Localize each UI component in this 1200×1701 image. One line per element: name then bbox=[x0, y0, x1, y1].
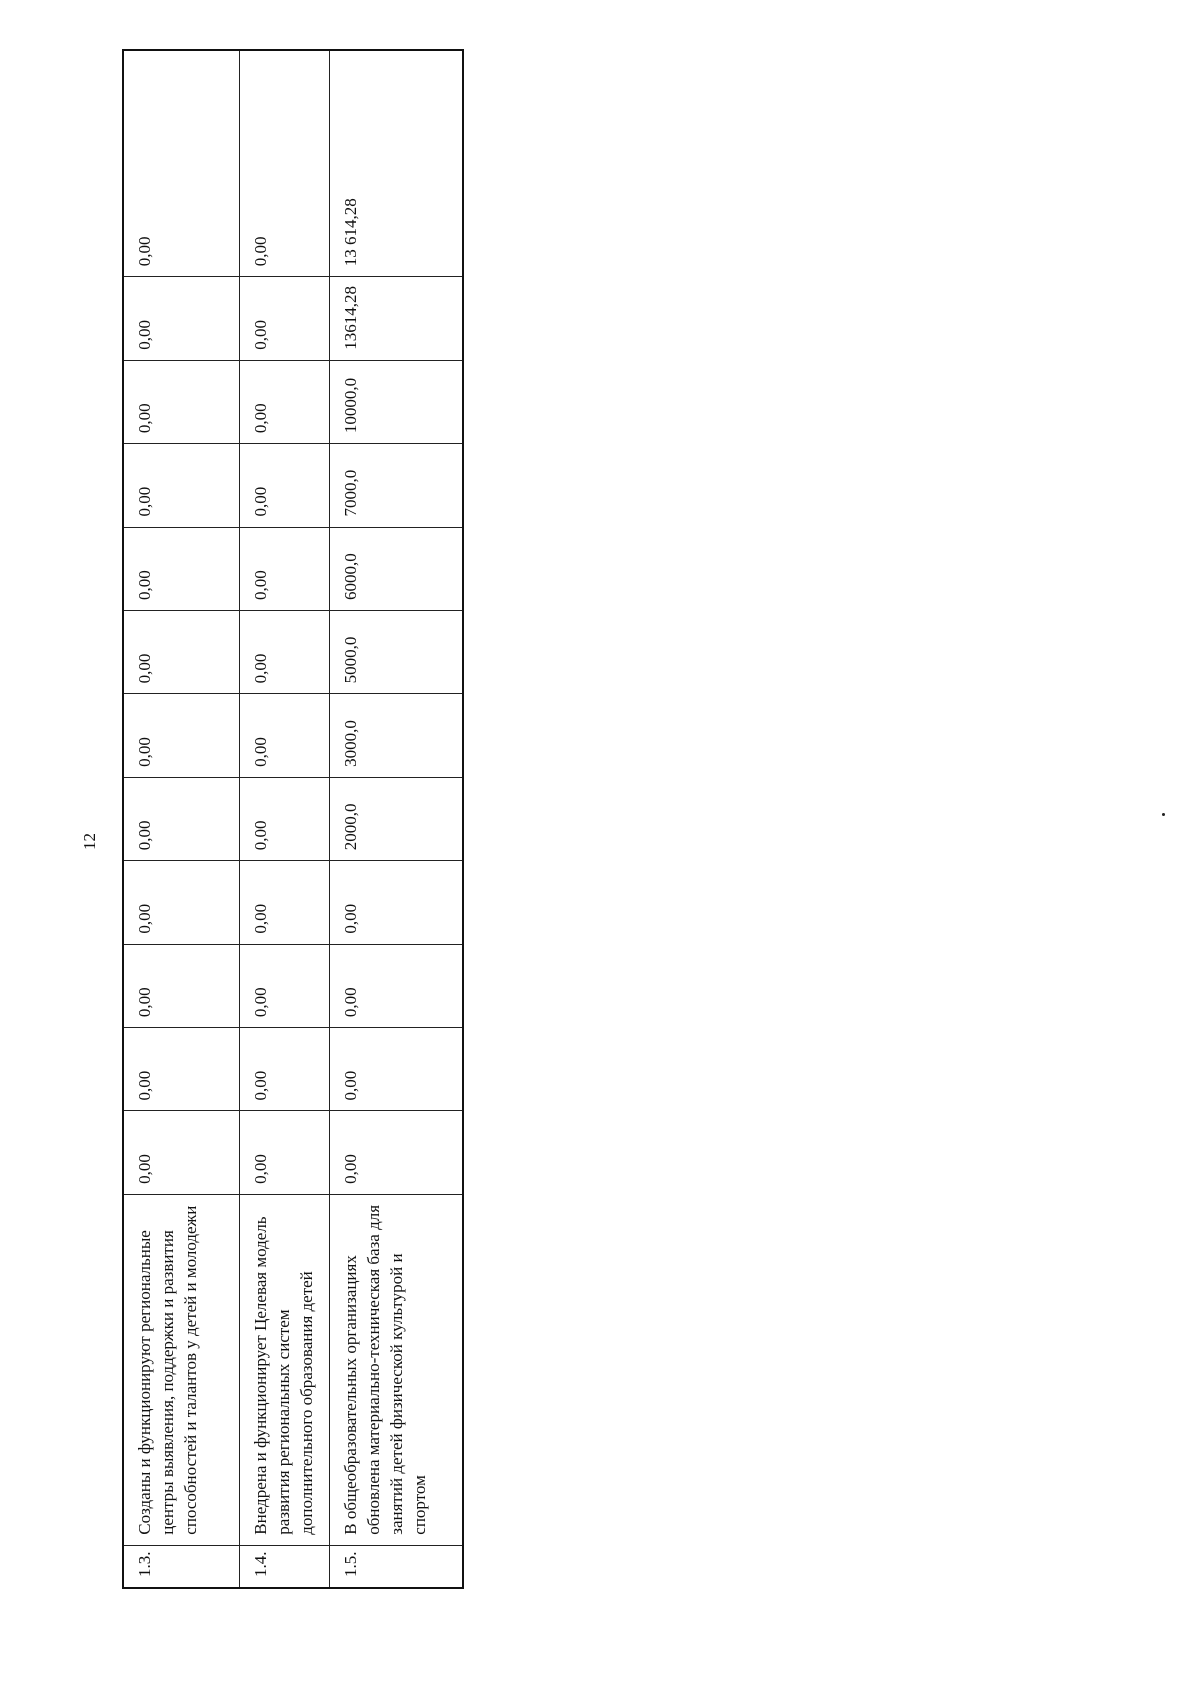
value-cell: 0,00 bbox=[239, 527, 329, 610]
value-cell: 13 614,28 bbox=[329, 50, 463, 277]
value-cell: 0,00 bbox=[239, 277, 329, 360]
value-cell: 0,00 bbox=[123, 444, 239, 527]
value-cell: 0,00 bbox=[329, 1111, 463, 1194]
value-cell: 0,00 bbox=[239, 777, 329, 860]
value-cell: 0,00 bbox=[123, 944, 239, 1027]
value-cell: 0,00 bbox=[239, 610, 329, 693]
value-cell: 0,00 bbox=[239, 444, 329, 527]
row-id: 1.3. bbox=[123, 1545, 239, 1588]
value-cell: 0,00 bbox=[239, 861, 329, 944]
table-row bbox=[123, 50, 239, 1588]
value-cell: 0,00 bbox=[123, 1111, 239, 1194]
value-cell: 3000,0 bbox=[329, 694, 463, 777]
value-cell: 0,00 bbox=[123, 277, 239, 360]
value-cell: 10000,0 bbox=[329, 360, 463, 443]
rotated-table-wrapper bbox=[122, 49, 462, 1589]
value-cell: 0,00 bbox=[329, 1028, 463, 1111]
value-cell: 0,00 bbox=[123, 527, 239, 610]
value-cell: 0,00 bbox=[123, 610, 239, 693]
table-row bbox=[239, 50, 329, 1588]
value-cell: 0,00 bbox=[123, 1028, 239, 1111]
row-description: В общеобразовательных организациях обновлена материально-техническая база для занятий детей физической культурой и спортом bbox=[329, 1194, 463, 1545]
value-cell: 0,00 bbox=[239, 1028, 329, 1111]
row-description: Внедрена и функционирует Целевая модель развития региональных систем дополнительного образования детей bbox=[239, 1194, 329, 1545]
budget-table bbox=[122, 49, 464, 1589]
value-cell: 0,00 bbox=[239, 944, 329, 1027]
value-cell: 0,00 bbox=[123, 50, 239, 277]
value-cell: 5000,0 bbox=[329, 610, 463, 693]
value-cell: 0,00 bbox=[239, 1111, 329, 1194]
value-cell: 0,00 bbox=[123, 777, 239, 860]
row-id: 1.4. bbox=[239, 1545, 329, 1588]
value-cell: 0,00 bbox=[239, 50, 329, 277]
row-id: 1.5. bbox=[329, 1545, 463, 1588]
value-cell: 13614,28 bbox=[329, 277, 463, 360]
row-description: Созданы и функционируют региональные центры выявления, поддержки и развития способностей и талантов у детей и молодежи bbox=[123, 1194, 239, 1545]
value-cell: 0,00 bbox=[123, 360, 239, 443]
value-cell: 2000,0 bbox=[329, 777, 463, 860]
value-cell: 0,00 bbox=[239, 360, 329, 443]
page-number: 12 bbox=[80, 833, 99, 850]
value-cell: 6000,0 bbox=[329, 527, 463, 610]
value-cell: 0,00 bbox=[239, 694, 329, 777]
value-cell: 0,00 bbox=[329, 861, 463, 944]
value-cell: 7000,0 bbox=[329, 444, 463, 527]
value-cell: 0,00 bbox=[123, 694, 239, 777]
scan-artifact-dot bbox=[1162, 813, 1165, 816]
value-cell: 0,00 bbox=[123, 861, 239, 944]
table-row bbox=[329, 50, 463, 1588]
value-cell: 0,00 bbox=[329, 944, 463, 1027]
